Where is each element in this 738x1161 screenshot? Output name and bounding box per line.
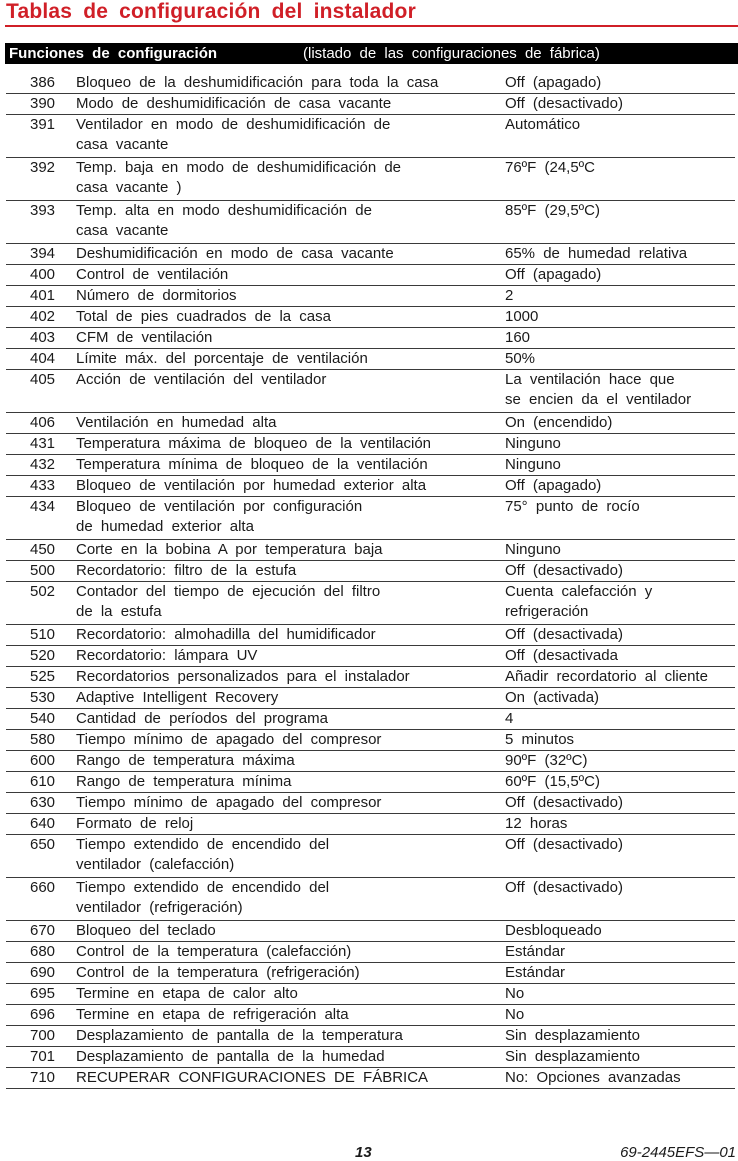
setting-number: 405 (30, 371, 56, 388)
setting-function: RECUPERAR CONFIGURACIONES DE FÁBRICA (76, 1069, 429, 1086)
setting-number: 650 (30, 836, 56, 853)
setting-function: Contador del tiempo de ejecución del filtro de la estufa (76, 583, 381, 620)
setting-number: 510 (30, 626, 56, 643)
table-row (6, 1068, 735, 1089)
setting-default-value: Off (apagado) (505, 74, 602, 91)
table-row (6, 497, 735, 540)
setting-default-value: Off (desactivado) (505, 95, 623, 112)
setting-function: Temperatura mínima de bloqueo de la ventilación (76, 456, 428, 473)
setting-number: 390 (30, 95, 56, 112)
setting-number: 386 (30, 74, 56, 91)
table-row (6, 115, 735, 158)
setting-default-value: 4 (505, 710, 514, 727)
setting-default-value: Ninguno (505, 541, 561, 558)
setting-function: Recordatorio: lámpara UV (76, 647, 258, 664)
setting-function: Corte en la bobina A por temperatura baja (76, 541, 383, 558)
setting-default-value: La ventilación hace que se encien da el ventilador (505, 371, 692, 408)
table-row (6, 476, 735, 497)
setting-number: 610 (30, 773, 56, 790)
setting-default-value: 50% (505, 350, 536, 367)
setting-function: Modo de deshumidificación de casa vacante (76, 95, 392, 112)
setting-default-value: 160 (505, 329, 531, 346)
table-row (6, 201, 735, 244)
setting-default-value: Añadir recordatorio al cliente (505, 668, 708, 685)
table-row (6, 984, 735, 1005)
setting-default-value: Off (desactivado) (505, 794, 623, 811)
setting-number: 450 (30, 541, 56, 558)
setting-number: 670 (30, 922, 56, 939)
setting-function: Formato de reloj (76, 815, 194, 832)
setting-function: Total de pies cuadrados de la casa (76, 308, 331, 325)
setting-number: 391 (30, 116, 56, 133)
setting-function: Termine en etapa de refrigeración alta (76, 1006, 349, 1023)
setting-number: 432 (30, 456, 56, 473)
setting-default-value: 90ºF (32ºC) (505, 752, 588, 769)
table-row (6, 413, 735, 434)
setting-default-value: No (505, 985, 525, 1002)
settings-table (0, 73, 738, 1089)
document-code: 69-2445EFS—01 (620, 1144, 736, 1161)
table-row (6, 963, 735, 984)
table-row (6, 709, 735, 730)
setting-default-value: Desbloqueado (505, 922, 602, 939)
setting-default-value: No (505, 1006, 525, 1023)
setting-number: 600 (30, 752, 56, 769)
setting-function: Temp. baja en modo de deshumidificación de casa vacante ) (76, 159, 402, 196)
setting-function: Tiempo mínimo de apagado del compresor (76, 794, 382, 811)
setting-function: Tiempo extendido de encendido del ventilador (calefacción) (76, 836, 330, 873)
setting-number: 402 (30, 308, 56, 325)
setting-number: 406 (30, 414, 56, 431)
table-row (6, 265, 735, 286)
setting-default-value: 60ºF (15,5ºC) (505, 773, 600, 790)
setting-default-value: 85ºF (29,5ºC) (505, 202, 600, 219)
setting-default-value: Off (desactivada (505, 647, 618, 664)
setting-default-value: Estándar (505, 964, 566, 981)
setting-number: 696 (30, 1006, 56, 1023)
setting-function: Control de ventilación (76, 266, 229, 283)
setting-function: Temp. alta en modo deshumidificación de casa vacante (76, 202, 372, 239)
setting-number: 434 (30, 498, 56, 515)
setting-default-value: Off (apagado) (505, 266, 602, 283)
table-row (6, 625, 735, 646)
setting-number: 580 (30, 731, 56, 748)
table-row (6, 244, 735, 265)
setting-function: Bloqueo de ventilación por humedad exterior alta (76, 477, 427, 494)
table-row (6, 286, 735, 307)
setting-function: Recordatorios personalizados para el instalador (76, 668, 410, 685)
setting-default-value: 65% de humedad relativa (505, 245, 688, 262)
setting-function: Recordatorio: almohadilla del humidificador (76, 626, 376, 643)
setting-default-value: 1000 (505, 308, 539, 325)
setting-function: CFM de ventilación (76, 329, 213, 346)
setting-function: Rango de temperatura máxima (76, 752, 295, 769)
setting-number: 710 (30, 1069, 56, 1086)
setting-function: Acción de ventilación del ventilador (76, 371, 327, 388)
setting-number: 433 (30, 477, 56, 494)
setting-number: 690 (30, 964, 56, 981)
setting-function: Control de la temperatura (refrigeración) (76, 964, 360, 981)
table-row (6, 835, 735, 878)
table-row (6, 370, 735, 413)
setting-function: Bloqueo del teclado (76, 922, 216, 939)
setting-function: Recordatorio: filtro de la estufa (76, 562, 297, 579)
table-row (6, 878, 735, 921)
table-row (6, 73, 735, 94)
table-header-subtitle: (listado de las configuraciones de fábrica) (303, 45, 600, 62)
table-row (6, 1026, 735, 1047)
setting-default-value: Automático (505, 116, 581, 133)
setting-function: Bloqueo de ventilación por configuración de humedad exterior alta (76, 498, 363, 535)
setting-number: 540 (30, 710, 56, 727)
setting-default-value: Sin desplazamiento (505, 1048, 640, 1065)
setting-number: 520 (30, 647, 56, 664)
setting-number: 700 (30, 1027, 56, 1044)
setting-function: Tiempo extendido de encendido del ventilador (refrigeración) (76, 879, 330, 916)
setting-default-value: 2 (505, 287, 514, 304)
setting-function: Termine en etapa de calor alto (76, 985, 298, 1002)
setting-function: Límite máx. del porcentaje de ventilación (76, 350, 368, 367)
page-title: Tablas de configuración del instalador (6, 0, 416, 23)
setting-number: 680 (30, 943, 56, 960)
table-row (6, 561, 735, 582)
setting-default-value: Off (desactivado) (505, 836, 623, 853)
setting-number: 392 (30, 159, 56, 176)
table-row (6, 730, 735, 751)
setting-function: Desplazamiento de pantalla de la temperatura (76, 1027, 403, 1044)
setting-default-value: Off (desactivado) (505, 879, 623, 896)
setting-default-value: 76ºF (24,5ºC (505, 159, 595, 176)
setting-number: 502 (30, 583, 56, 600)
table-row (6, 540, 735, 561)
setting-function: Ventilación en humedad alta (76, 414, 277, 431)
table-header-title: Funciones de configuración (9, 45, 218, 62)
table-row (6, 646, 735, 667)
setting-default-value: Off (apagado) (505, 477, 602, 494)
setting-number: 393 (30, 202, 56, 219)
setting-function: Número de dormitorios (76, 287, 237, 304)
table-row (6, 94, 735, 115)
title-divider (5, 25, 738, 27)
setting-function: Cantidad de períodos del programa (76, 710, 328, 727)
table-row (6, 455, 735, 476)
setting-number: 500 (30, 562, 56, 579)
setting-number: 431 (30, 435, 56, 452)
setting-function: Temperatura máxima de bloqueo de la ventilación (76, 435, 432, 452)
setting-default-value: On (encendido) (505, 414, 613, 431)
setting-number: 394 (30, 245, 56, 262)
setting-function: Tiempo mínimo de apagado del compresor (76, 731, 382, 748)
setting-default-value: Off (desactivada) (505, 626, 623, 643)
setting-number: 530 (30, 689, 56, 706)
setting-default-value: 12 horas (505, 815, 568, 832)
table-row (6, 772, 735, 793)
table-row (6, 814, 735, 835)
setting-number: 640 (30, 815, 56, 832)
setting-number: 401 (30, 287, 56, 304)
setting-default-value: Ninguno (505, 435, 561, 452)
setting-number: 660 (30, 879, 56, 896)
table-row (6, 921, 735, 942)
setting-default-value: Cuenta calefacción y refrigeración (505, 583, 653, 620)
table-row (6, 582, 735, 625)
setting-number: 400 (30, 266, 56, 283)
table-row (6, 751, 735, 772)
table-row (6, 942, 735, 963)
table-row (6, 158, 735, 201)
page-number: 13 (355, 1144, 372, 1161)
setting-default-value: Estándar (505, 943, 566, 960)
setting-default-value: Sin desplazamiento (505, 1027, 640, 1044)
setting-number: 404 (30, 350, 56, 367)
setting-number: 403 (30, 329, 56, 346)
table-row (6, 1047, 735, 1068)
setting-number: 695 (30, 985, 56, 1002)
setting-function: Rango de temperatura mínima (76, 773, 292, 790)
setting-function: Deshumidificación en modo de casa vacante (76, 245, 394, 262)
table-row (6, 307, 735, 328)
setting-default-value: Off (desactivado) (505, 562, 623, 579)
setting-function: Adaptive Intelligent Recovery (76, 689, 279, 706)
table-row (6, 349, 735, 370)
setting-number: 630 (30, 794, 56, 811)
table-row (6, 1005, 735, 1026)
setting-number: 701 (30, 1048, 56, 1065)
setting-default-value: No: Opciones avanzadas (505, 1069, 681, 1086)
setting-function: Desplazamiento de pantalla de la humedad (76, 1048, 385, 1065)
table-header-bar (5, 43, 738, 64)
table-row (6, 688, 735, 709)
setting-function: Bloqueo de la deshumidificación para toda la casa (76, 74, 439, 91)
table-row (6, 434, 735, 455)
setting-function: Control de la temperatura (calefacción) (76, 943, 352, 960)
table-row (6, 667, 735, 688)
setting-default-value: 75° punto de rocío (505, 498, 640, 515)
setting-function: Ventilador en modo de deshumidificación de casa vacante (76, 116, 391, 153)
setting-number: 525 (30, 668, 56, 685)
setting-default-value: On (activada) (505, 689, 600, 706)
table-row (6, 328, 735, 349)
setting-default-value: 5 minutos (505, 731, 575, 748)
setting-default-value: Ninguno (505, 456, 561, 473)
table-row (6, 793, 735, 814)
